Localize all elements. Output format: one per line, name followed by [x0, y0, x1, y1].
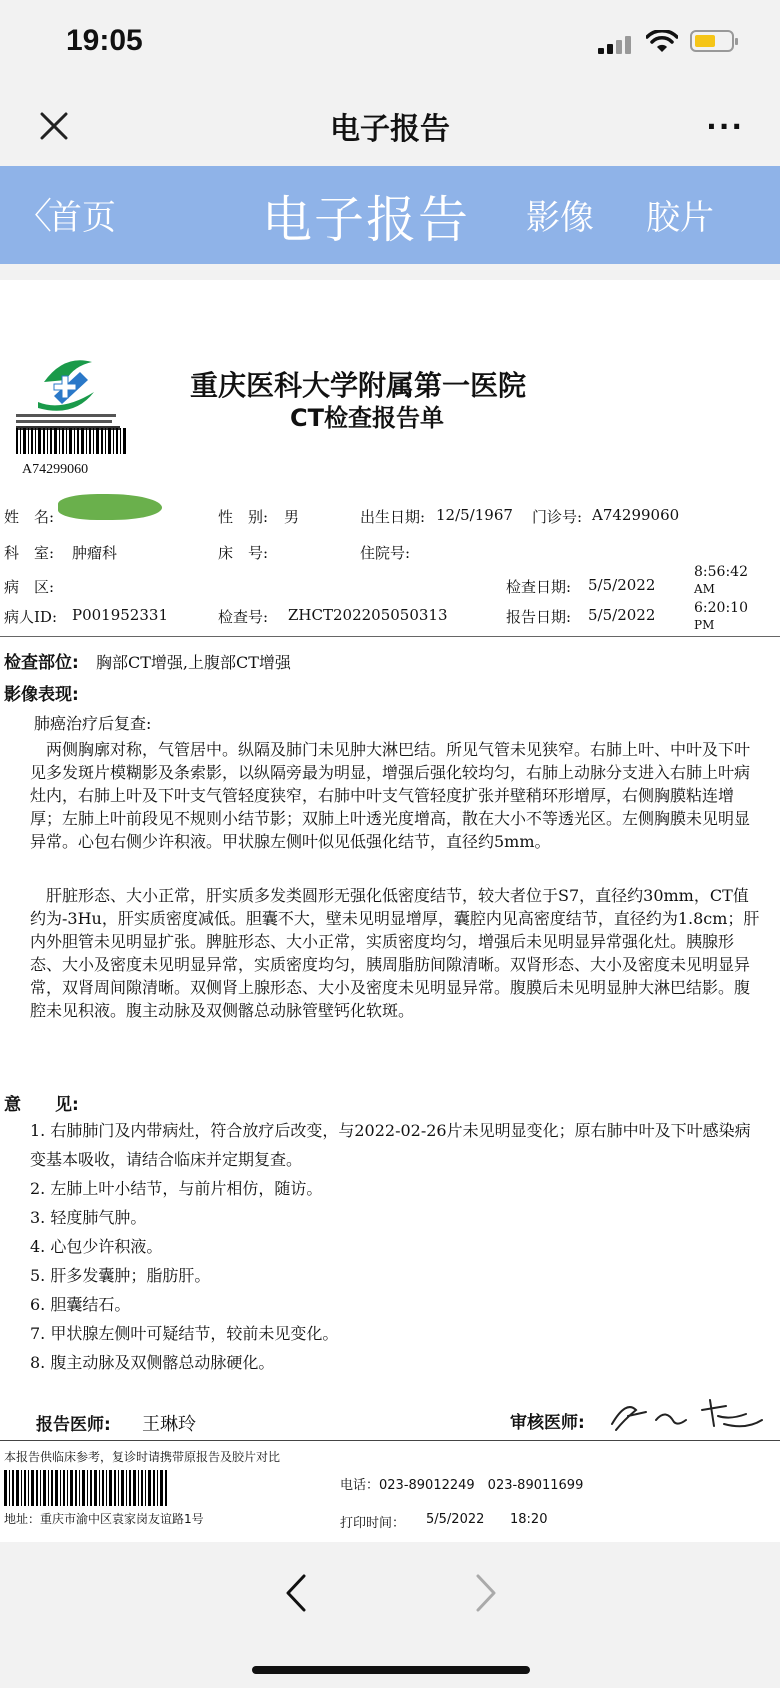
clinic-value: A74299060 [592, 506, 680, 524]
nav-title: 电子报告 [330, 112, 450, 147]
more-icon[interactable]: ··· [706, 110, 744, 143]
header-title: 电子报告 [262, 191, 470, 249]
back-arrow-icon[interactable] [276, 1568, 316, 1618]
redacted-name [58, 494, 162, 520]
bed-label: 床 号: [218, 544, 269, 562]
report-time-value: 6:20:10 [694, 600, 748, 616]
cell-signal-icon [598, 36, 638, 54]
home-indicator[interactable] [252, 1666, 530, 1674]
footer-barcode [4, 1470, 170, 1506]
clinic-label: 门诊号: [532, 508, 583, 526]
opinion-item: 7. 甲状腺左侧叶可疑结节，较前未见变化。 [30, 1324, 339, 1343]
hospital-address: 地址：重庆市渝中区袁家岗友谊路1号 [4, 1512, 204, 1526]
battery-icon [690, 30, 734, 52]
exam-no-label: 检查号: [218, 608, 269, 626]
patient-id-value: P001952331 [72, 606, 168, 624]
gender-label: 性 别: [218, 508, 269, 526]
home-link[interactable]: 首页 [48, 198, 116, 238]
exam-date-label: 检查日期: [506, 578, 572, 596]
opinion-item: 8. 腹主动脉及双侧髂总动脉硬化。 [30, 1353, 275, 1372]
status-time: 19:05 [66, 24, 143, 57]
forward-arrow-icon[interactable] [466, 1568, 506, 1618]
report-date-value: 5/5/2022 [588, 606, 656, 624]
exam-part-value: 胸部CT增强,上腹部CT增强 [96, 653, 291, 672]
patient-barcode [16, 428, 126, 454]
hospital-phone: 电话：023-89012249 023-89011699 [340, 1478, 584, 1493]
exam-ampm: AM [694, 582, 715, 596]
findings-label: 影像表现: [4, 685, 79, 705]
ward-label: 病 区: [4, 578, 55, 596]
hospital-logo [14, 352, 124, 436]
dept-label: 科 室: [4, 544, 55, 562]
findings-intro: 肺癌治疗后复查: [34, 714, 152, 733]
wifi-icon [646, 30, 678, 54]
exam-date-value: 5/5/2022 [588, 576, 656, 594]
inpatient-label: 住院号: [360, 544, 411, 562]
opinion-item: 1. 右肺肺门及内带病灶，符合放疗后改变，与2022-02-26片未见明显变化；原右肺中叶及下叶感染病变基本吸收，请结合临床并定期复查。 [30, 1121, 751, 1169]
print-date: 5/5/2022 [426, 1512, 485, 1527]
findings-paragraph-1: 两侧胸廓对称，气管居中。纵隔及肺门未见肿大淋巴结。所见气管未见狭窄。右肺上叶、中叶及下叶见多发斑片模糊影及条索影，以纵隔旁最为明显，增强后强化较均匀，右肺上动脉分支进入右肺上叶病灶内，右肺上叶及下叶支气管轻度狭窄，右肺中叶支气管轻度扩张并壁稍环形增厚，右侧胸膜粘连增厚；左肺上叶前段见不规则小结节影；双肺上叶透光度增高，散在大小不等透光区。左侧胸膜未见明显异常。心包右侧少许积液。甲状腺左侧叶似见低强化结节，直径约5mm。 [30, 740, 751, 851]
hospital-name: 重庆医科大学附属第一医院 [190, 369, 527, 402]
name-label: 姓 名: [4, 508, 55, 526]
report-ampm: PM [694, 618, 715, 632]
report-date-label: 报告日期: [506, 608, 572, 626]
opinion-item: 5. 肝多发囊肿；脂肪肝。 [30, 1266, 211, 1285]
barcode-id: A74299060 [22, 462, 89, 477]
back-icon[interactable]: 〈 [16, 196, 53, 237]
opinion-list [30, 1116, 760, 1377]
reviewer-label: 审核医师: [510, 1413, 585, 1433]
footer-note: 本报告供临床参考，复诊时请携带原报告及胶片对比 [4, 1450, 281, 1464]
status-bar [0, 0, 780, 90]
gender-value: 男 [284, 508, 300, 526]
footer-divider [0, 1440, 780, 1441]
opinion-label: 意 见: [4, 1095, 79, 1115]
reviewer-signature [606, 1390, 766, 1434]
report-doctor-name: 王琳玲 [142, 1414, 196, 1435]
exam-time-value: 8:56:42 [694, 564, 748, 580]
report-doctor-label: 报告医师: [36, 1415, 111, 1435]
nav-bar [0, 90, 780, 166]
dob-value: 12/5/1967 [436, 506, 513, 524]
opinion-item: 4. 心包少许积液。 [30, 1237, 163, 1256]
images-link[interactable]: 影像 [526, 198, 594, 238]
report-header-bar [0, 166, 780, 264]
exam-part-label: 检查部位: [4, 653, 79, 673]
dob-label: 出生日期: [360, 508, 426, 526]
divider [0, 636, 780, 637]
opinion-item: 3. 轻度肺气肿。 [30, 1208, 147, 1227]
dept-value: 肿瘤科 [72, 544, 118, 562]
findings-paragraph-2: 肝脏形态、大小正常，肝实质多发类圆形无强化低密度结节，较大者位于S7，直径约30mm，CT值约为-3Hu，肝实质密度减低。胆囊不大，壁未见明显增厚，囊腔内见高密度结节，直径约为1.8cm；肝内外胆管未见明显扩张。脾脏形态、大小正常，实质密度均匀，增强后未见明显异常强化灶。胰腺形态、大小及密度未见明显异常，实质密度均匀，胰周脂肪间隙清晰。双肾形态、大小及密度未见明显异常，双肾周间隙清晰。双侧肾上腺形态、大小及密度未见明显异常。腹膜后未见明显肿大淋巴结影。腹腔未见积液。腹主动脉及双侧髂总动脉管壁钙化软斑。 [30, 886, 760, 1020]
browser-toolbar [0, 1542, 780, 1688]
patient-id-label: 病人ID: [4, 608, 58, 626]
opinion-item: 6. 胆囊结石。 [30, 1295, 131, 1314]
films-link[interactable]: 胶片 [646, 198, 714, 238]
report-title: CT检查报告单 [290, 404, 444, 432]
print-time-label: 打印时间： [340, 1516, 406, 1531]
report-document [0, 280, 780, 1542]
print-time: 18:20 [510, 1512, 548, 1527]
opinion-item: 2. 左肺上叶小结节，与前片相仿，随访。 [30, 1179, 323, 1198]
exam-no-value: ZHCT202205050313 [288, 606, 448, 624]
